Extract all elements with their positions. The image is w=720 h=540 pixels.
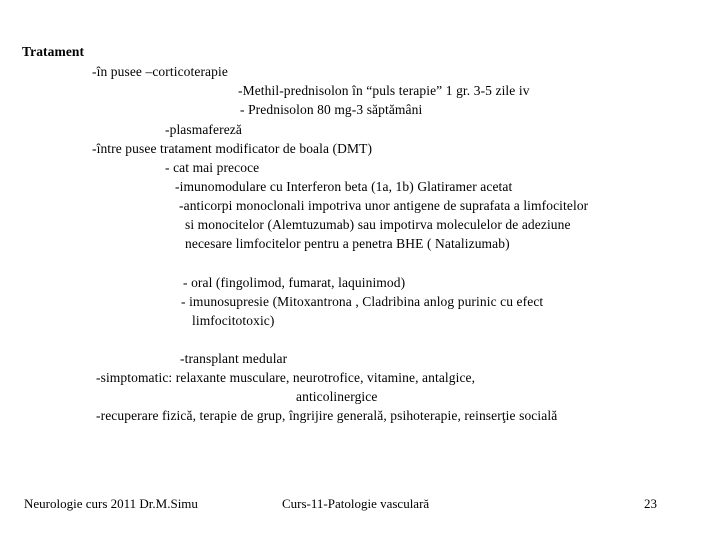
text-line: -simptomatic: relaxante musculare, neurotrofice, vitamine, antalgice, bbox=[96, 370, 476, 385]
text-line: -Methil-prednisolon în “puls terapie” 1 gr. 3-5 zile iv bbox=[238, 83, 530, 98]
text-line: - oral (fingolimod, fumarat, laquinimod) bbox=[183, 275, 406, 290]
footer-center-text: Curs-11-Patologie vasculară bbox=[282, 496, 430, 511]
text-line: - cat mai precoce bbox=[165, 160, 260, 175]
text-line: -anticorpi monoclonali impotriva unor antigene de suprafata a limfocitelor bbox=[179, 198, 589, 213]
text-line: anticolinergice bbox=[296, 389, 378, 404]
page-number: 23 bbox=[644, 496, 657, 511]
text-line: -imunomodulare cu Interferon beta (1a, 1b) Glatiramer acetat bbox=[175, 179, 513, 194]
text-line: si monocitelor (Alemtuzumab) sau impotirva moleculelor de adeziune bbox=[185, 217, 571, 232]
text-line: -recuperare fizică, terapie de grup, îngrijire generală, psihoterapie, reinserţie socială bbox=[96, 408, 558, 423]
text-line: - imunosupresie (Mitoxantrona , Cladribina anlog purinic cu efect bbox=[181, 294, 544, 309]
text-line: -transplant medular bbox=[180, 351, 288, 366]
footer-left-text: Neurologie curs 2011 Dr.M.Simu bbox=[24, 496, 198, 511]
text-line: -plasmafereză bbox=[165, 122, 242, 137]
slide-title: Tratament bbox=[22, 44, 85, 59]
text-line: limfocitotoxic) bbox=[192, 313, 275, 328]
text-line: - Prednisolon 80 mg-3 săptămâni bbox=[240, 102, 423, 117]
text-line: -în pusee –corticoterapie bbox=[92, 64, 228, 79]
text-line: -între pusee tratament modificator de boala (DMT) bbox=[92, 141, 373, 156]
text-line: necesare limfocitelor pentru a penetra BHE ( Natalizumab) bbox=[185, 236, 510, 251]
